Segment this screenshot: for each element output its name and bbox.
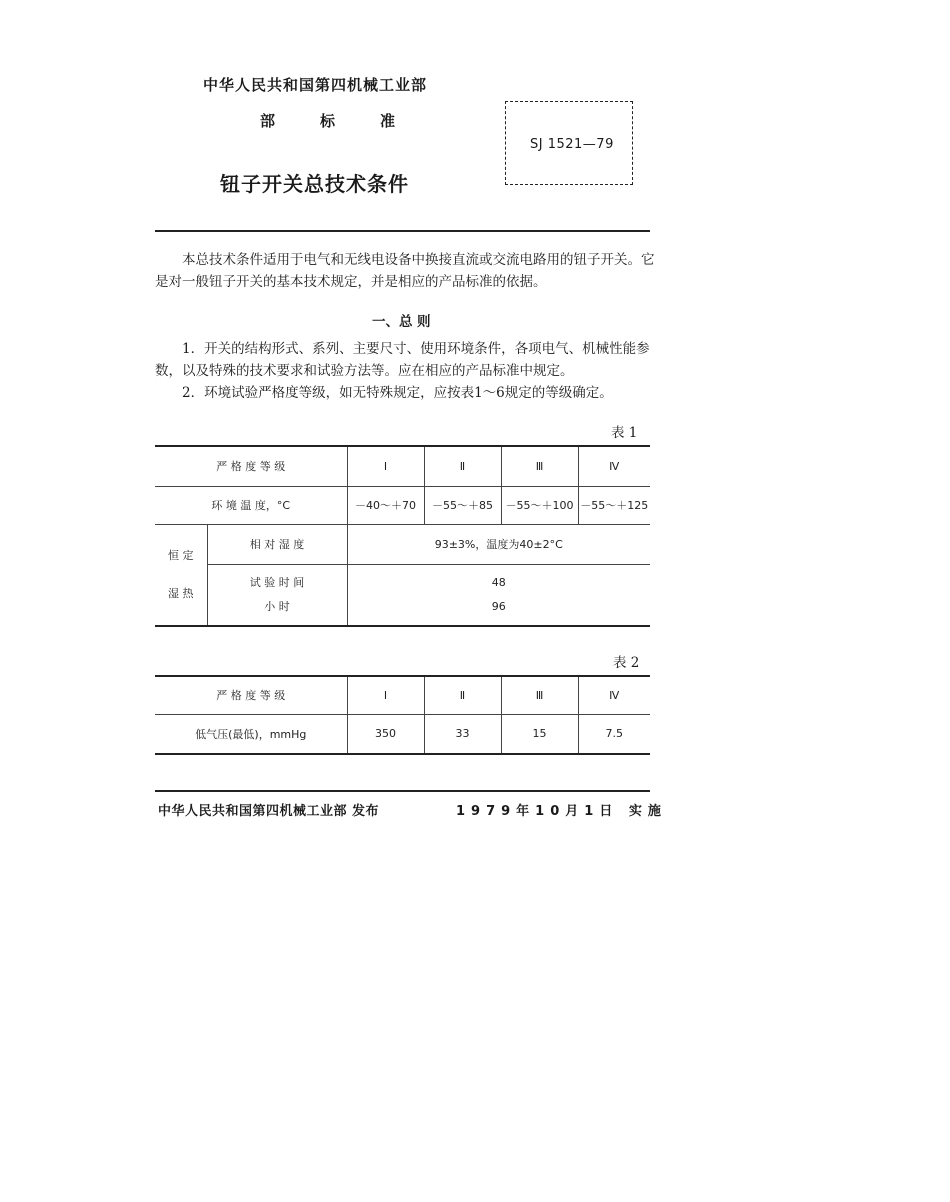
table2-caption: 表 2 (613, 655, 640, 671)
group-label-line: 恒 定 (168, 548, 194, 562)
humidity-label: 相 对 湿 度 (207, 524, 347, 564)
table1-caption: 表 1 (611, 425, 638, 441)
footer-publisher: 中华人民共和国第四机械工业部 发布 (158, 804, 380, 819)
temp-label: 环 境 温 度，°C (155, 486, 347, 524)
table2-header-label: 严 格 度 等 级 (216, 689, 286, 703)
table1 (155, 445, 650, 627)
table-row (155, 486, 650, 524)
grade-cell: Ⅰ (347, 446, 424, 486)
temp-cell: －55～＋85 (424, 486, 501, 524)
duration-values-cell (347, 564, 650, 626)
pressure-cell: 7.5 (578, 714, 650, 754)
footer-divider (155, 790, 650, 792)
grade-cell: Ⅳ (578, 446, 650, 486)
duration-value: 96 (491, 599, 506, 613)
table-row (155, 524, 650, 564)
standard-label-char: 部 (260, 112, 276, 130)
table-row (155, 564, 650, 626)
standard-label-char: 准 (380, 112, 396, 130)
clause-1 (155, 338, 660, 382)
duration-value: 48 (491, 575, 506, 589)
grade-cell: Ⅲ (501, 676, 578, 714)
standard-label-char: 标 (320, 112, 336, 130)
duration-label-cell (207, 564, 347, 626)
header-divider (155, 230, 650, 232)
grade-cell: Ⅳ (578, 676, 650, 714)
table2 (155, 675, 650, 755)
group-label (155, 524, 207, 626)
grade-cell: Ⅱ (424, 446, 501, 486)
duration-label: 试 验 时 间 (249, 575, 305, 589)
pressure-cell: 350 (347, 714, 424, 754)
humidity-value: 93±3%，温度为40±2°C (347, 524, 650, 564)
footer-effective-date: 1979年10月1日 实施 (456, 804, 667, 819)
grade-cell: Ⅲ (501, 446, 578, 486)
hours-label: 小 时 (264, 599, 290, 613)
table-row (155, 676, 650, 714)
standard-number-box (505, 101, 633, 185)
document-title: 钮子开关总技术条件 (220, 172, 409, 196)
table-row (155, 714, 650, 754)
grade-cell: Ⅰ (347, 676, 424, 714)
group-label-line: 湿 热 (168, 586, 194, 600)
standard-number: SJ 1521—79 (530, 137, 614, 152)
standard-label (260, 110, 440, 131)
section-heading-part: 一、总 (372, 314, 413, 330)
intro-paragraph (155, 249, 660, 293)
clause-1-text: 1．开关的结构形式、系列、主要尺寸、使用环境条件，各项电气、机械性能参数，以及特殊的技术要求和试验方法等。应在相应的产品标准中规定。 (155, 341, 650, 379)
pressure-cell: 33 (424, 714, 501, 754)
temp-cell: －55～＋125 (578, 486, 650, 524)
table1-header-label: 严 格 度 等 级 (216, 460, 286, 474)
temp-cell: －40～＋70 (347, 486, 424, 524)
section-heading-part: 则 (417, 314, 431, 330)
pressure-cell: 15 (501, 714, 578, 754)
grade-cell: Ⅱ (424, 676, 501, 714)
ministry-name: 中华人民共和国第四机械工业部 (203, 76, 428, 94)
pressure-label: 低气压(最低)，mmHg (155, 714, 347, 754)
clause-2 (155, 382, 660, 404)
table-row (155, 446, 650, 486)
section-heading (372, 310, 462, 330)
intro-text: 本总技术条件适用于电气和无线电设备中换接直流或交流电路用的钮子开关。它是对一般钮子开关的基本技术规定，并是相应的产品标准的依据。 (155, 252, 655, 290)
clause-2-text: 2．环境试验严格度等级，如无特殊规定，应按表1～6规定的等级确定。 (182, 385, 613, 401)
temp-cell: －55～＋100 (501, 486, 578, 524)
